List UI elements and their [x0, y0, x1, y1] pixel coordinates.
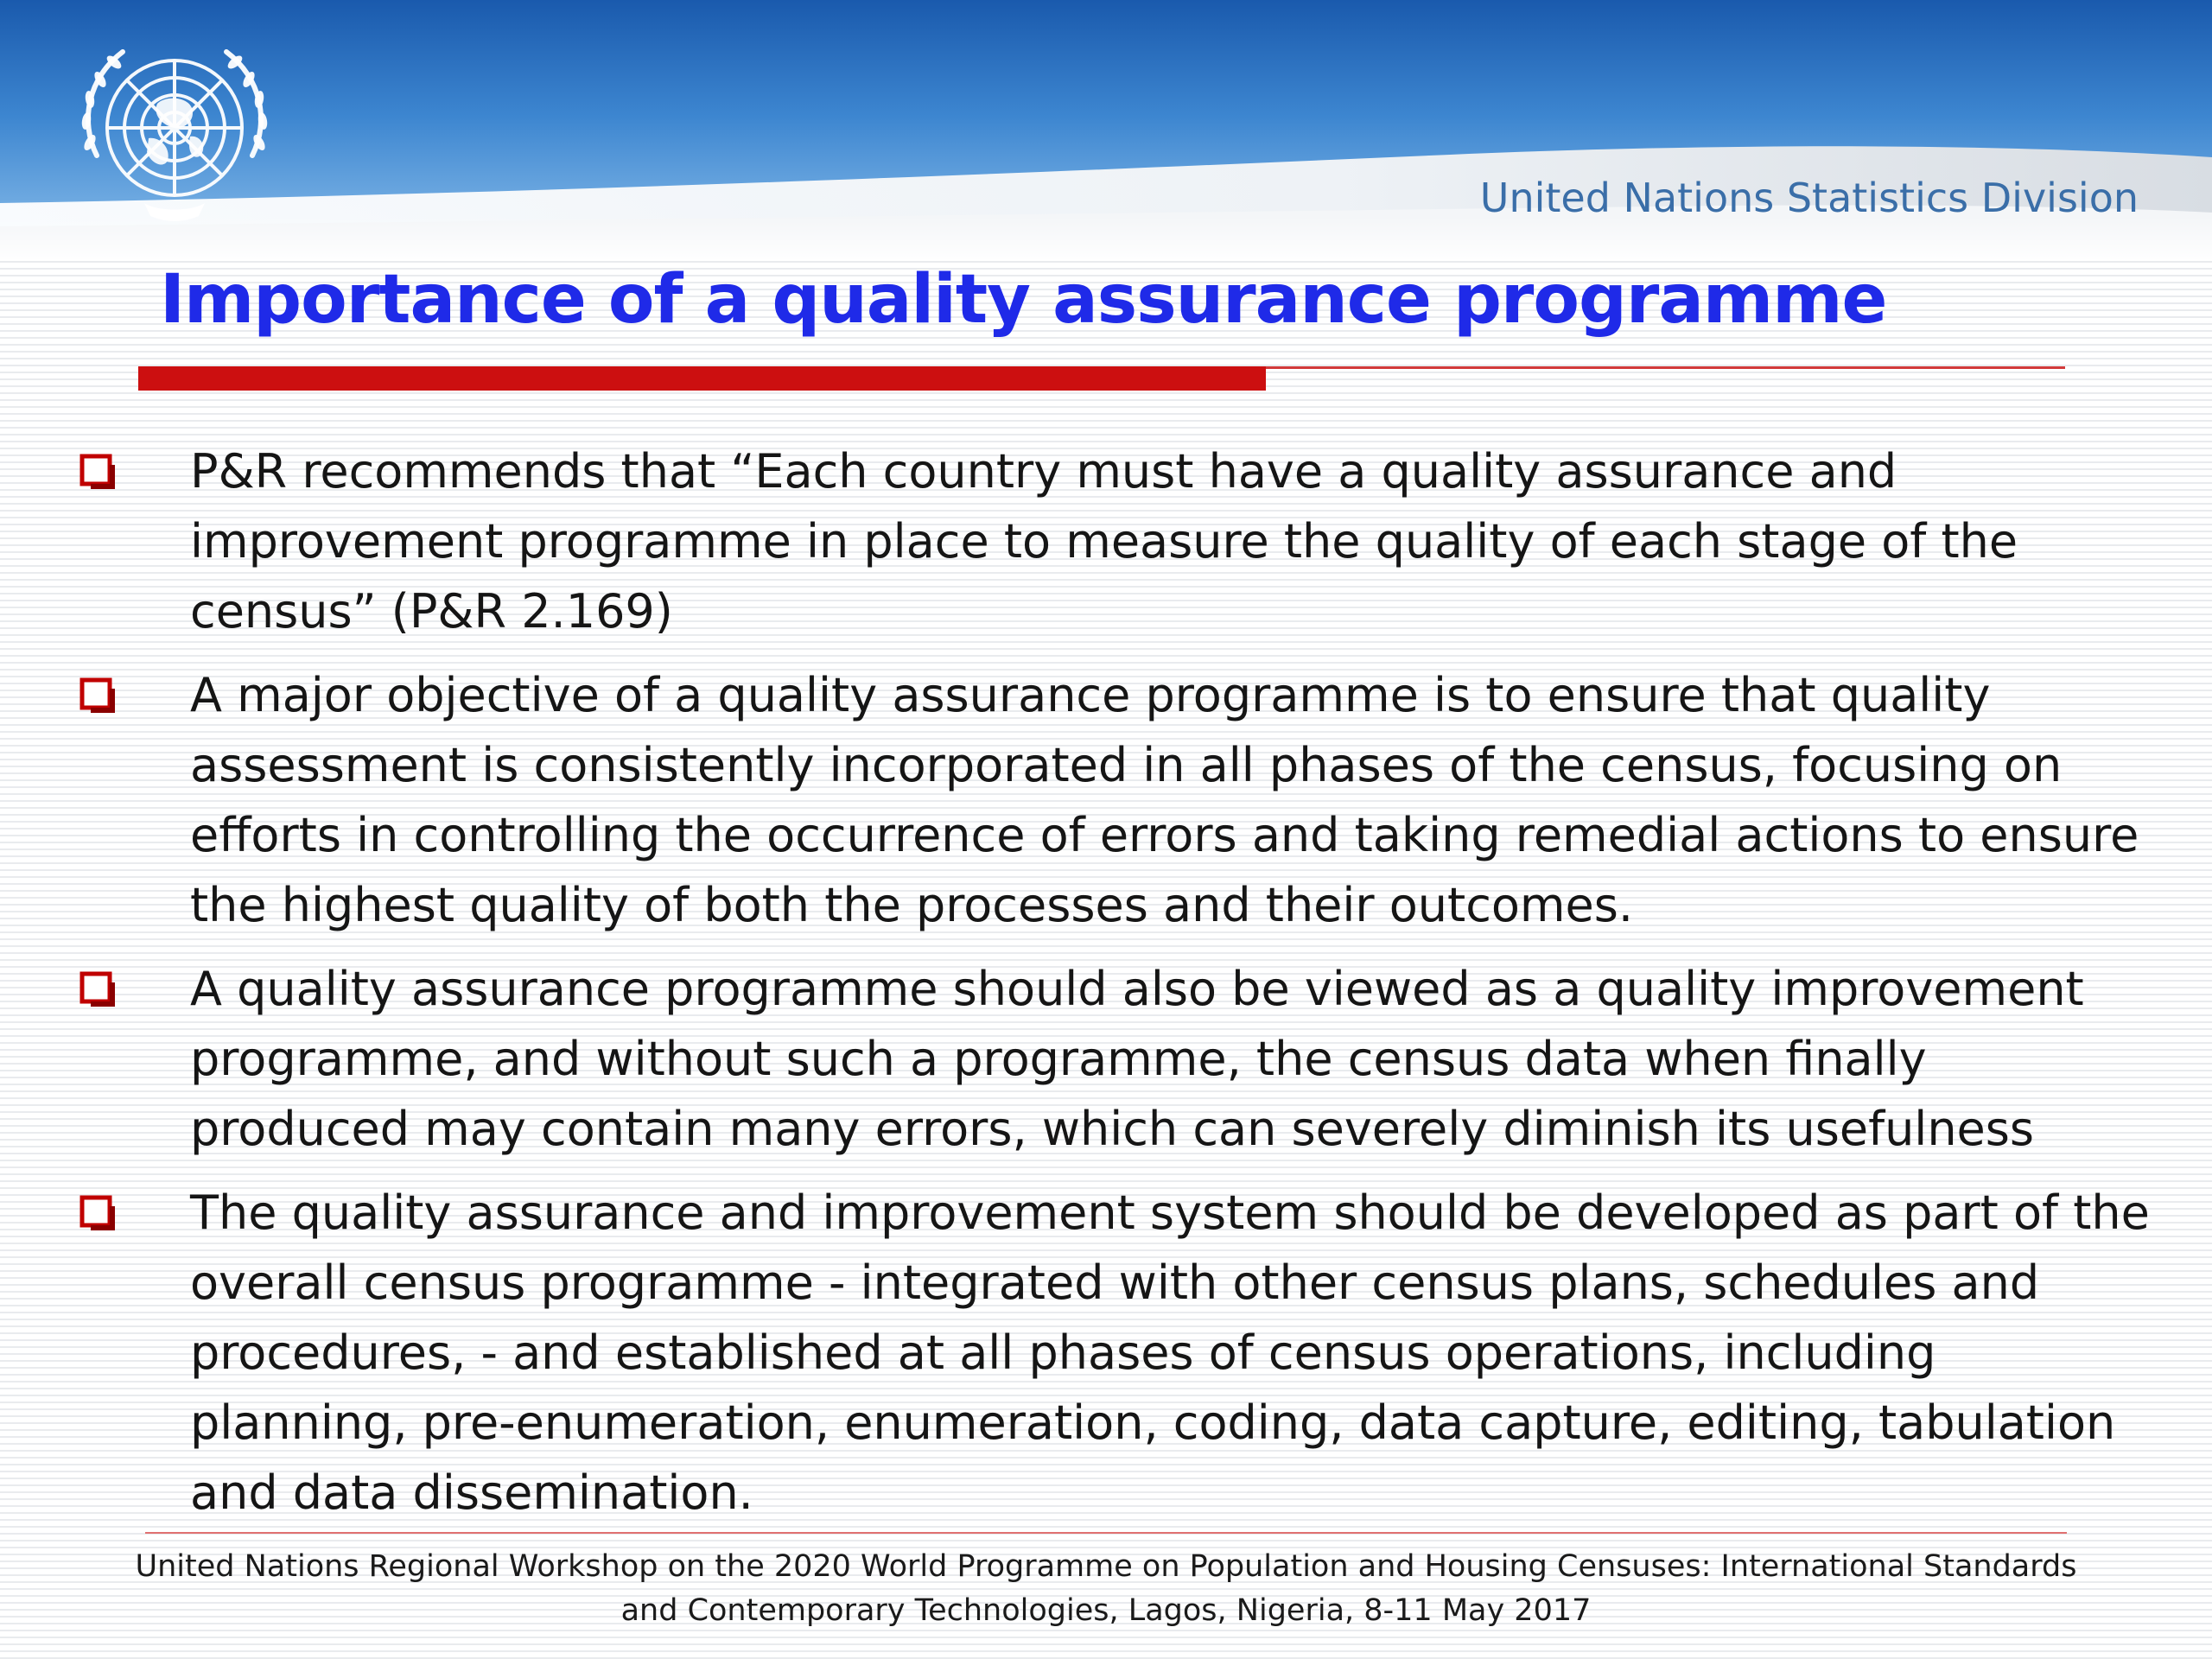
bullet-item [76, 660, 2158, 940]
bullet-text: A major objective of a quality assurance programme is to ensure that quality assessment is consistently incorporated in all phases of the census, focusing on efforts in controlling the occurrence of errors and taking remedial actions to ensure the highest quality of both the processes and their outcomes. [190, 668, 2139, 932]
organization-name: United Nations Statistics Division [1479, 175, 2139, 221]
footer-divider [145, 1532, 2067, 1534]
checkbox-square-icon [79, 677, 118, 715]
header-banner [0, 0, 2212, 259]
bullet-item [76, 436, 2158, 646]
title-underline-thick [138, 366, 1266, 391]
bullet-text: P&R recommends that “Each country must have a quality assurance and improvement programme in place to measure the quality of each stage of the census” (P&R 2.169) [190, 444, 2018, 639]
checkbox-square-icon [79, 454, 118, 492]
checkbox-square-icon [79, 1195, 118, 1233]
footer-line-1: United Nations Regional Workshop on the 2020 World Programme on Population and Housing Censuses: International Standards [135, 1549, 2077, 1584]
footer-line-2: and Contemporary Technologies, Lagos, Nigeria, 8-11 May 2017 [620, 1593, 1592, 1628]
slide-title: Importance of a quality assurance programme [160, 261, 1887, 339]
bullet-list [76, 436, 2158, 1541]
title-underline-thin [1266, 366, 2065, 369]
footer-caption [86, 1545, 2126, 1633]
bullet-text: The quality assurance and improvement system should be developed as part of the overall census programme - integrated with other census plans, schedules and procedures, - and established at all phases of census operations, including planning, pre-enumeration, enumeration, coding, data capture, editing, tabulation and data dissemination. [190, 1185, 2150, 1520]
bullet-item [76, 1178, 2158, 1528]
bullet-text: A quality assurance programme should also be viewed as a quality improvement programme, and without such a programme, the census data when finally produced may contain many errors, which can severely diminish its usefulness [190, 962, 2084, 1156]
checkbox-square-icon [79, 971, 118, 1009]
bullet-item [76, 954, 2158, 1164]
un-emblem-icon [62, 26, 287, 233]
